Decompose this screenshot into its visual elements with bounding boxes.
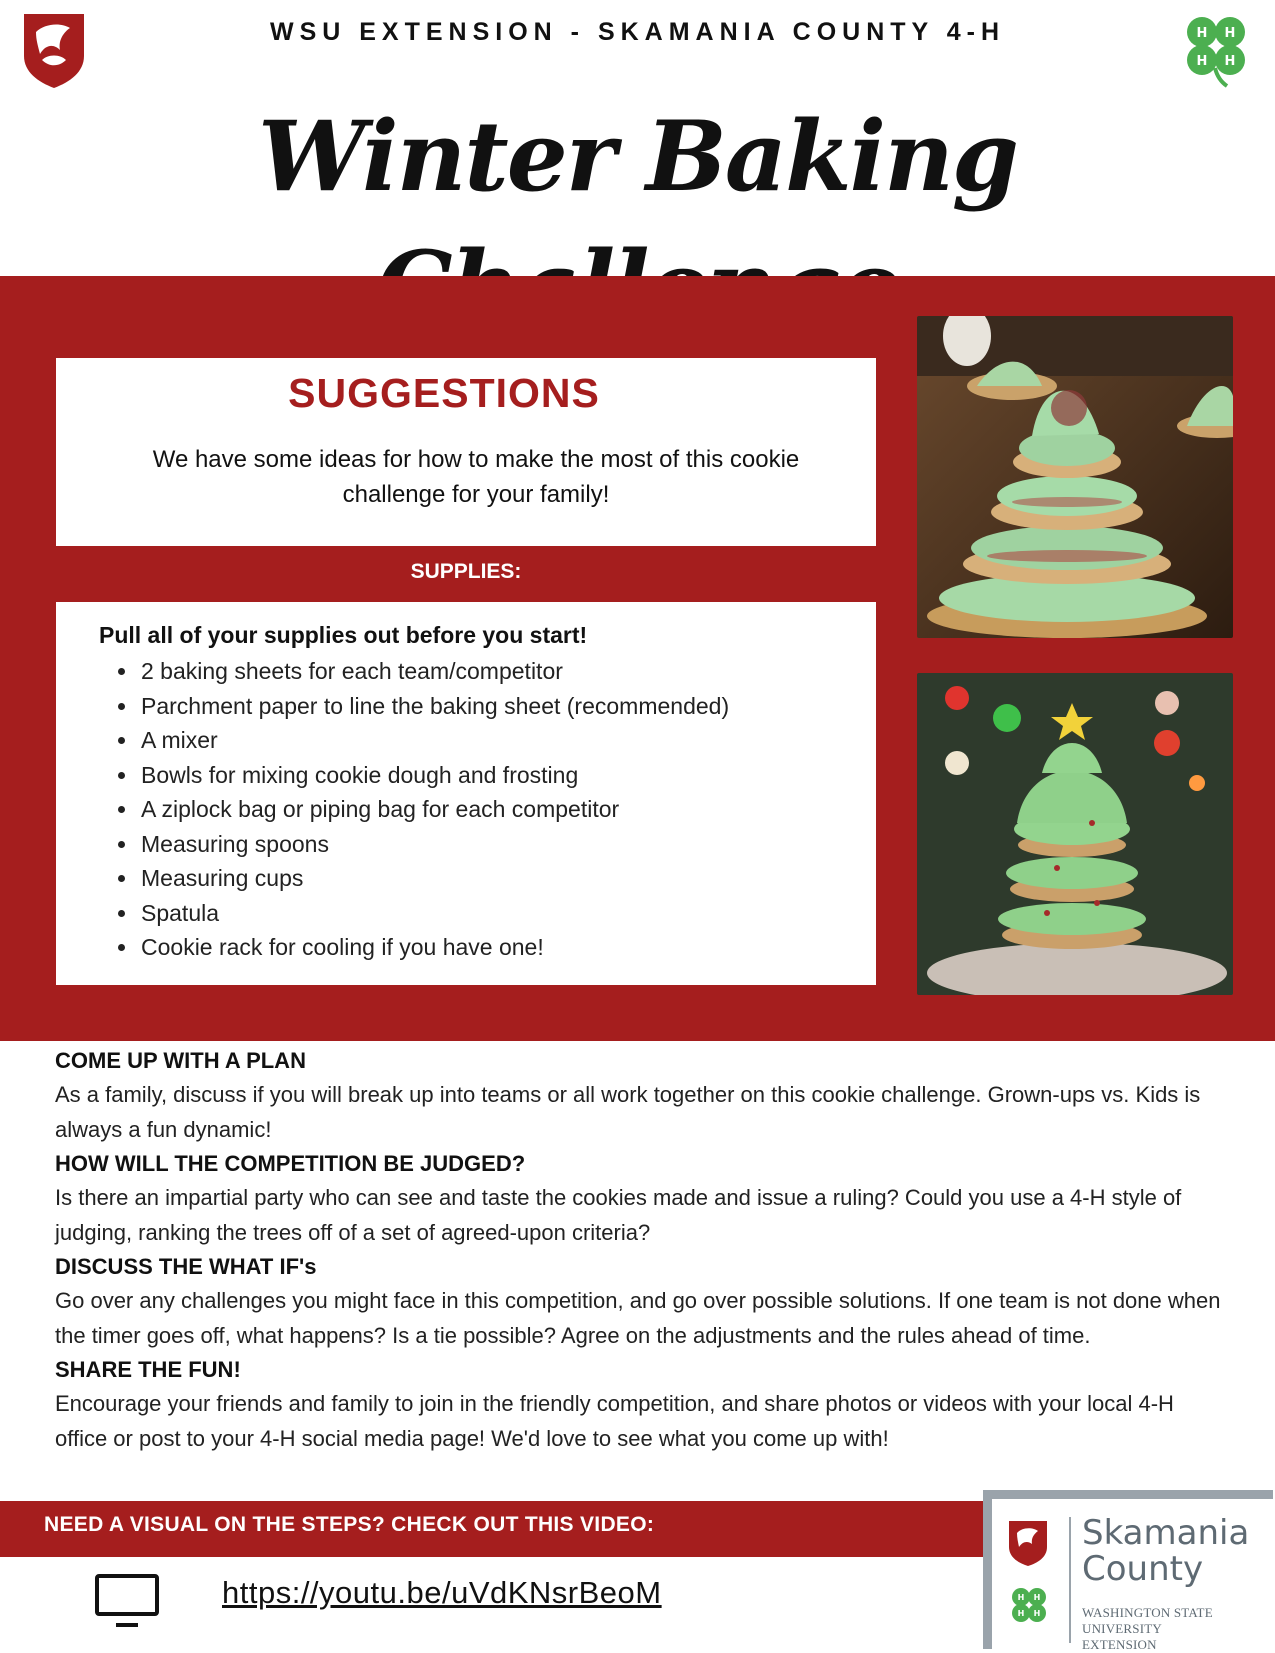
wsu-label-line: EXTENSION <box>1082 1637 1157 1652</box>
section-text: Is there an impartial party who can see and taste the cookies made and issue a ruling? Could you use a 4-H style of judging, ranking the trees off of a set of agreed-upon criteria? <box>55 1185 1182 1245</box>
list-item: • A ziplock bag or piping bag for each competitor <box>139 792 879 827</box>
card-divider <box>1069 1517 1071 1643</box>
supplies-heading: SUPPLIES: <box>410 560 522 583</box>
svg-text:H: H <box>1017 1609 1025 1618</box>
video-cta-text: NEED A VISUAL ON THE STEPS? CHECK OUT THIS VIDEO: <box>44 1513 655 1536</box>
section-heading: DISCUSS THE WHAT IF's <box>55 1254 317 1279</box>
svg-text:H: H <box>1033 1609 1041 1618</box>
section-text: Encourage your friends and family to join in the friendly competition, and share photos or videos with your local 4-H office or post to your 4-H social media page! We'd love to see what you come up with! <box>55 1391 1174 1451</box>
list-item: • Bowls for mixing cookie dough and frosting <box>139 758 879 793</box>
suggestions-heading: SUGGESTIONS <box>288 370 600 416</box>
wsu-extension-label <box>1082 1605 1273 1653</box>
county-name-line: County <box>1082 1549 1204 1589</box>
cookie-tree-photo-2 <box>917 673 1233 995</box>
county-name <box>1082 1515 1249 1587</box>
list-item: • A mixer <box>139 723 879 758</box>
svg-text:H: H <box>1196 26 1208 41</box>
skamania-county-card <box>983 1490 1273 1652</box>
page-title: Winter Baking <box>257 100 1018 213</box>
section-heading: COME UP WITH A PLAN <box>55 1048 306 1073</box>
4h-clover-logo <box>1175 8 1257 90</box>
svg-text:H: H <box>1017 1593 1025 1602</box>
suggestions-box <box>56 358 876 546</box>
svg-text:H: H <box>1224 54 1236 69</box>
list-item: • Measuring spoons <box>139 827 879 862</box>
list-item: • Parchment paper to line the baking sheet (recommended) <box>139 689 879 724</box>
county-name-line: Skamania <box>1082 1513 1250 1553</box>
section-heading: SHARE THE FUN! <box>55 1357 241 1382</box>
wsu-shield-logo <box>1007 1519 1049 1567</box>
list-item: • Measuring cups <box>139 861 879 896</box>
monitor-icon <box>94 1573 160 1629</box>
list-item: • Spatula <box>139 896 879 931</box>
4h-clover-logo <box>1007 1583 1051 1627</box>
supplies-lead: Pull all of your supplies out before you start! <box>99 622 588 648</box>
svg-text:H: H <box>1224 26 1236 41</box>
org-line: WSU EXTENSION - SKAMANIA COUNTY 4-H <box>269 18 1006 46</box>
svg-text:H: H <box>1033 1593 1041 1602</box>
supplies-list <box>99 654 879 965</box>
section-text: Go over any challenges you might face in this competition, and go over possible solutions. If one team is not done when the timer goes off, what happens? Is a tie possible? Agree on the adjustments and the rules ahead of time. <box>55 1288 1221 1348</box>
wsu-label-line: WASHINGTON STATE UNIVERSITY <box>1082 1605 1213 1636</box>
section-text: As a family, discuss if you will break up into teams or all work together on this cookie challenge. Grown-ups vs. Kids is always a fun dynamic! <box>55 1082 1201 1142</box>
cookie-tree-photo-1 <box>917 316 1233 638</box>
list-item: • 2 baking sheets for each team/competitor <box>139 654 879 689</box>
supplies-box <box>56 602 876 985</box>
video-link[interactable]: https://youtu.be/uVdKNsrBeoM <box>222 1575 662 1610</box>
section-heading: HOW WILL THE COMPETITION BE JUDGED? <box>55 1151 526 1176</box>
guidance-sections <box>55 1044 1225 1456</box>
suggestions-text: We have some ideas for how to make the most of this cookie challenge for your family! <box>152 446 800 508</box>
svg-text:H: H <box>1196 54 1208 69</box>
list-item: • Cookie rack for cooling if you have one! <box>139 930 879 965</box>
